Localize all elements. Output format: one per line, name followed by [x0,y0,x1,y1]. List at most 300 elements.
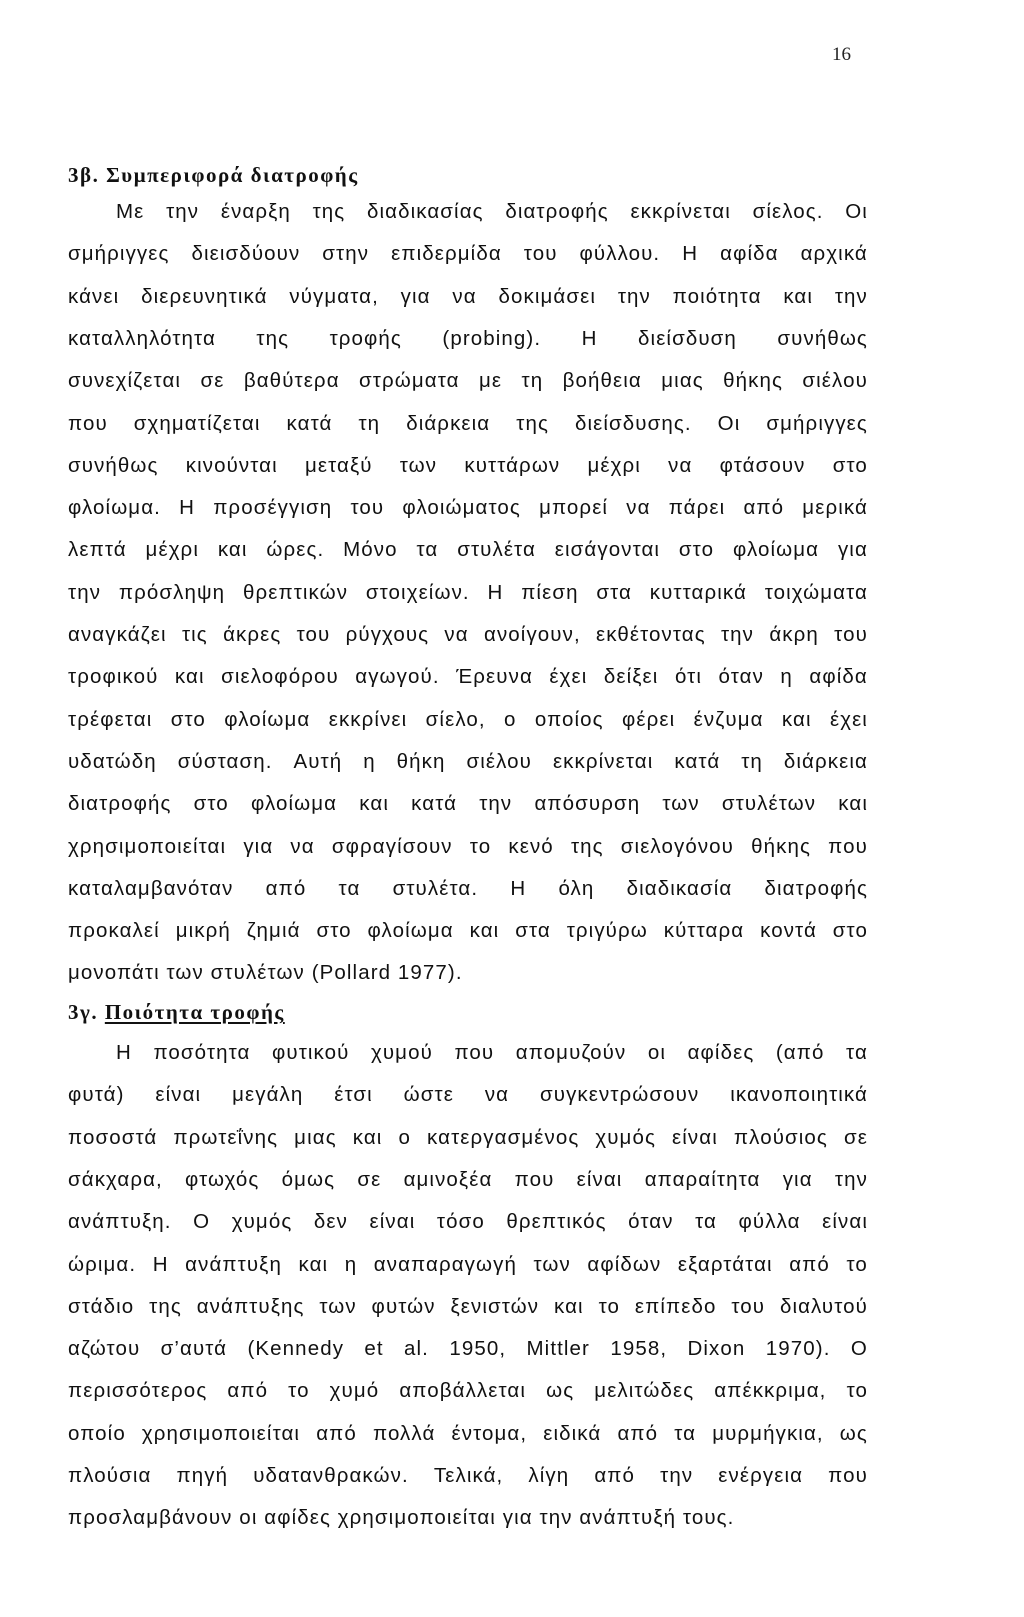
text-line [68,1379,868,1403]
word: των [399,453,438,477]
word: την [660,1464,694,1487]
word: εκκρίνεται [630,200,731,223]
text-line [68,1126,868,1150]
word: ο [504,707,517,731]
text-line [68,750,868,774]
word: συγκεντρώσουν [540,1083,700,1107]
word: διατροφής [68,792,172,816]
word: από [617,1421,659,1445]
word: αμινοξέα [403,1167,493,1191]
word: Mittler [526,1337,590,1361]
word: Τελικά, [433,1464,504,1487]
word: της [570,834,604,858]
word: από [316,1421,357,1445]
text-line [68,708,868,732]
word: εκκρίνει [328,707,408,731]
word: ανάπτυξη [185,1252,282,1276]
word: ειδικά [543,1421,602,1445]
text-line [68,327,868,351]
word: έχει [829,707,868,731]
word: Ο [193,1210,211,1234]
word: αποβάλλεται [399,1379,527,1403]
word: την [834,1167,868,1191]
word: και [298,1252,329,1276]
text-line [68,1210,868,1234]
word: πάρει [668,496,726,520]
word: διατροφής [764,876,868,900]
page-number: 16 [832,44,851,65]
text-line [68,454,868,478]
word: η [780,665,793,689]
word: και [838,792,868,816]
word: φύλλα [738,1210,801,1234]
text-line [68,200,868,224]
word: στο [170,707,206,731]
word: έναρξη [220,200,291,223]
text-line [68,1168,868,1192]
word: στυλέτα. [392,876,479,900]
text-line [68,1506,868,1530]
word: απομυζούν [515,1041,627,1064]
word: των [533,1252,571,1276]
text-line [68,242,868,266]
word: θρεπτικών [242,580,349,604]
word: πλούσιος [733,1125,828,1149]
text-line [68,919,868,943]
text-line [68,369,868,393]
word: μικρή [175,919,231,943]
word: κάνει [68,284,120,308]
word: που [828,1464,868,1487]
word: οποίο [68,1421,126,1445]
word: από [789,1252,830,1276]
word: διεισδύουν [191,242,301,266]
word: του [523,242,558,266]
word: επίπεδο [634,1294,717,1318]
word: στοιχείων. [365,580,470,604]
word: ως [546,1379,575,1403]
word: φλοίωμα [732,538,820,562]
word: ότι [674,665,703,689]
word: ρύγχους [345,623,430,646]
word: αναγκάζει [68,623,167,646]
word: ξενιστών [450,1294,540,1318]
word: Η [487,580,504,604]
word: ενέργεια [718,1464,804,1487]
word: της [516,411,549,435]
word: την [834,284,868,308]
word: μεταξύ [304,453,373,477]
word: τροφής [329,326,402,350]
word: είναι [672,1125,718,1149]
text-line [68,1041,868,1065]
word: (probing). [442,326,542,350]
word: αναπαραγωγή [373,1252,517,1276]
word: διάρκεια [406,411,491,435]
word: κατεργασμένος [427,1125,580,1149]
word: μελιτώδες [594,1379,695,1403]
word: το [288,1379,310,1403]
word: είναι [369,1210,416,1234]
word: τη [741,749,763,773]
word: ποσοστά [68,1125,158,1149]
word: είναι [576,1167,623,1191]
text-line [68,1337,868,1361]
word: σιέλου [802,369,868,393]
word: Αυτή [293,749,343,773]
word: του [350,496,385,520]
word: προσέγγιση [213,496,333,520]
word: εισάγονται [554,538,661,562]
word: από [594,1464,636,1487]
word: φλοίωμα [250,792,338,816]
word: μπορεί [539,496,609,520]
word: στάδιο [68,1294,135,1318]
text-line [68,1422,868,1446]
word: άκρη [769,623,819,646]
word: αρχικά [800,242,868,266]
word: μιας [294,1125,337,1149]
word: έντομα, [451,1421,528,1445]
word: ικανοποιητικά [730,1083,868,1107]
word: 1970). [765,1337,831,1361]
word: φτάσουν [719,453,806,477]
text-line [68,1083,868,1107]
word: εκκρίνεται [552,749,654,773]
word: για [243,834,274,858]
word: πρόσληψη [118,580,226,604]
word: κοντά [760,919,817,943]
word: μερικά [802,496,868,520]
word: την [479,792,513,816]
word: τρέφεται [68,707,153,731]
word: ώρες. [266,538,325,562]
word: Ο [850,1337,868,1361]
text-line [68,623,868,647]
word: των [319,1294,357,1318]
word: ζημιά [246,919,301,943]
word: κατά [411,792,458,816]
word: όταν [718,665,764,689]
word: χυμό [329,1379,380,1403]
word: και [781,707,812,731]
word: από [227,1379,269,1403]
word: κυτταρικά [649,580,747,604]
word: θήκης [751,834,811,858]
word: την [617,284,651,308]
word: θρεπτικός [506,1210,607,1234]
word: καταλληλότητα [68,326,216,350]
word: μέχρι [145,538,199,562]
word: διείσδυση [638,326,737,350]
word: στα [515,919,551,943]
text-line [68,538,868,562]
word: για [782,1167,813,1191]
word: κινούνται [185,453,278,477]
word: al. [404,1337,429,1361]
text-line [68,877,868,901]
word: της [256,326,290,350]
word: οποίος [534,707,604,731]
word: τα [674,1421,697,1445]
word: της [149,1294,182,1318]
word: κατά [286,411,333,435]
word: η [344,1252,358,1276]
word: τη [521,369,544,393]
word: διαλυτού [779,1294,868,1318]
word: που [828,834,868,858]
word: στυλέτα [457,538,536,562]
word: αφίδες [687,1041,755,1064]
text-line [68,496,868,520]
word: σε [357,1167,382,1191]
word: η [363,749,376,773]
word: ποσότητα [153,1041,251,1064]
text-line [68,792,868,816]
word: όλη [558,876,595,900]
word: του [834,623,868,646]
word: απαραίτητα [644,1167,761,1191]
word: δοκιμάσει [498,284,597,308]
word: φλοίωμα. [68,496,161,520]
text-line [68,412,868,436]
word: κενό [508,834,554,858]
word: στο [832,453,868,477]
word: (από [775,1041,825,1064]
word: τα [338,876,361,900]
word: θήκη [396,749,446,773]
word: απέκκριμα, [714,1379,827,1403]
word: του [296,623,331,646]
word: στρώματα [359,369,460,393]
section-heading-3b [68,163,359,188]
word: απόσυρση [534,792,641,816]
word: Με [116,200,145,223]
word: φτωχός [185,1167,260,1191]
word: σιέλου [466,749,532,773]
word: και [553,1294,584,1318]
word: σε [843,1125,868,1149]
word: ένζυμα [693,707,764,731]
word: που [514,1167,555,1191]
word: σιελογόνου [620,834,734,858]
word: και [359,792,389,816]
word: για [837,538,868,562]
text-line [68,581,868,605]
word: για [400,284,431,308]
word: είναι [822,1210,868,1234]
word: Η [682,242,699,266]
word: των [662,792,700,816]
word: διάρκεια [783,749,868,773]
word: διερευνητικά [141,284,268,308]
section-heading-3c [68,1000,285,1025]
word: φύλλου. [579,242,661,266]
word: δείξει [603,665,659,689]
word: σίελος. [752,200,824,223]
word: Η [152,1252,169,1276]
text-line [68,1295,868,1319]
word: στα [596,580,632,604]
word: έχει [549,665,588,689]
word: να [452,284,477,308]
word: με [478,369,503,393]
word: στο [832,919,868,943]
word: και [783,284,814,308]
word: αφίδων [587,1252,662,1276]
word: μεγάλη [232,1083,304,1107]
word: φλοίωμα [224,707,311,731]
word: νύγματα, [289,284,379,308]
word: υδατώδη [68,749,157,773]
word: πίεση [521,580,579,604]
word: φυτά) [68,1083,125,1107]
word: και [469,919,500,943]
word: περισσότερος [68,1379,208,1403]
line-text: προσλαμβάνουν οι αφίδες χρησιμοποιείται για την ανάπτυξή τους. [68,1506,735,1530]
word: πλούσια [68,1464,152,1487]
word: στο [678,538,715,562]
text-line [68,285,868,309]
word: σιελοφόρου [221,665,339,689]
word: να [290,834,315,858]
word: ο [398,1125,411,1149]
word: αφίδα [720,242,779,266]
text-line [68,835,868,859]
word: τα [695,1210,717,1234]
word: διατροφής [505,200,609,223]
word: σφραγίσουν [331,834,453,858]
word: χυμός [595,1125,656,1149]
word: τριγύρω [566,919,648,943]
word: χρησιμοποιείται [141,1421,301,1445]
word: ανάπτυξη. [68,1210,172,1234]
word: φυτικού [271,1041,350,1064]
word: Οι [845,200,868,223]
word: στην [322,242,370,266]
word: το [598,1294,620,1318]
word: που [68,411,108,435]
word: συνήθως [777,326,868,350]
word: πηγή [176,1464,229,1487]
word: κατά [674,749,721,773]
word: το [846,1379,868,1403]
word: την [68,580,102,604]
word: φέρει [622,707,676,731]
word: χυμού [371,1041,433,1064]
word: Οι [717,411,741,435]
word: και [352,1125,383,1149]
word: και [217,538,248,562]
word: λίγη [528,1464,570,1487]
text-line [68,1253,868,1277]
word: 1950, [449,1337,507,1361]
word: στυλέτων [721,792,817,816]
word: τα [416,538,439,562]
word: αζώτου [68,1337,141,1361]
word: να [484,1083,510,1107]
word: λεπτά [68,538,127,562]
word: εξαρτάται [677,1252,773,1276]
word: επιδερμίδα [391,242,502,266]
word: δεν [313,1210,348,1234]
word: σ’αυτά [160,1337,228,1361]
word: μιας [661,369,704,393]
text-line [68,1464,868,1488]
word: συνεχίζεται [68,369,182,393]
word: σμήριγγες [68,242,170,266]
word: έτσι [334,1083,373,1107]
word: τροφικού [68,665,159,689]
word: Η [116,1041,132,1064]
word: Η [581,326,598,350]
word: σχηματίζεται [133,411,261,435]
word: από [743,496,785,520]
word: θήκης [723,369,783,393]
word: στο [193,792,229,816]
word: φλοιώματος [402,496,521,520]
word: τα [846,1041,868,1064]
word: Dixon [687,1337,746,1361]
word: Έρευνα [456,665,533,689]
word: καταλαμβανόταν [68,876,234,900]
word: διαδικασίας [366,200,484,223]
word: σύσταση. [177,749,273,773]
word: ώριμα. [68,1252,137,1276]
word: ανοίγουν, [484,623,581,646]
word: προκαλεί [68,919,160,943]
word: πρωτεΐνης [173,1125,279,1149]
word: συνήθως [68,453,159,477]
word: της [312,200,346,223]
section-title: Ποιότητα τροφής [104,1000,285,1024]
word: όμως [281,1167,336,1191]
text-line [68,665,868,689]
word: την [720,623,755,646]
word: τη [358,411,381,435]
word: Η [179,496,196,520]
word: αφίδα [809,665,868,689]
word: βοήθεια [562,369,642,393]
word: την [166,200,200,223]
word: όταν [628,1210,674,1234]
word: κύτταρα [663,919,745,943]
word: et [364,1337,384,1361]
word: που [454,1041,495,1064]
word: άκρες [223,623,282,646]
word: μέχρι [587,453,641,477]
word: το [846,1252,868,1276]
word: να [668,453,693,477]
word: από [265,876,307,900]
word: τις [181,623,208,646]
word: αγωγού. [355,665,440,689]
word: να [444,623,469,646]
word: είναι [155,1083,202,1107]
word: ποιότητα [672,284,762,308]
word: σμήριγγες [766,411,868,435]
section-title: Συμπεριφορά διατροφής [106,163,359,187]
word: τοιχώματα [764,580,868,604]
word: διείσδυσης. [574,411,692,435]
word: ανάπτυξης [196,1294,305,1318]
text-line [68,961,868,985]
word: ως [839,1421,868,1445]
word: να [626,496,651,520]
word: του [731,1294,766,1318]
word: χυμός [231,1210,293,1234]
word: σε [200,369,225,393]
